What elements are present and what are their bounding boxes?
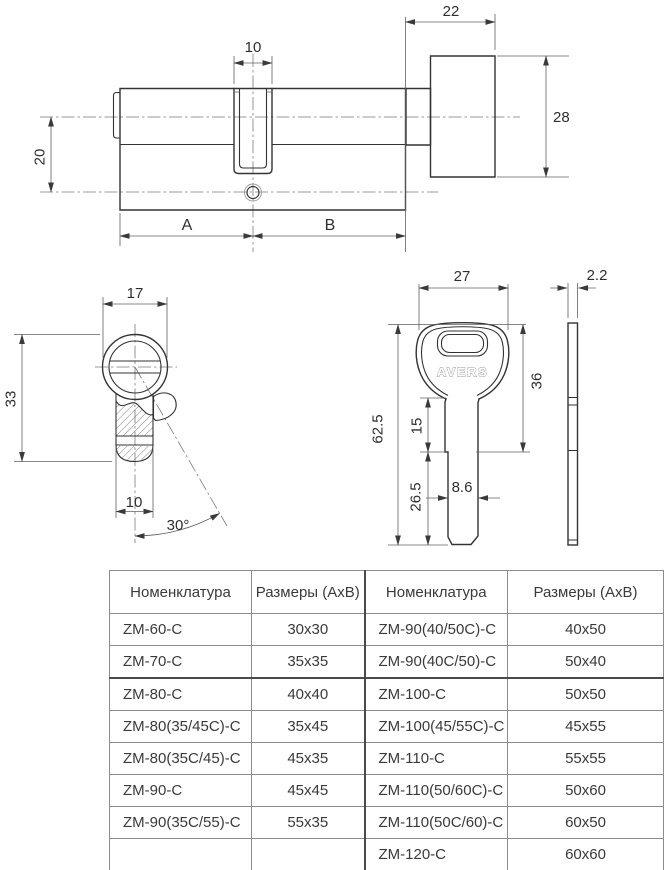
key-side-view [568,323,578,545]
key-bow-hole-inner [442,335,484,353]
table-row [110,743,664,775]
size-cell: 60x50 [508,807,664,839]
key-drawing [370,267,608,545]
dim-front-width: 17 [126,285,144,302]
nomenclature-cell: ZM-120-C [365,839,508,870]
dim-22t-ext [568,283,578,318]
nomenclature-cell: ZM-90(40C/50)-C [365,646,508,679]
size-cell: 35x45 [252,711,365,743]
header-sizes-right: Размеры (АхВ) [508,571,664,614]
dim-cam-width: 10 [244,39,262,56]
header-nomenclature-right: Номенклатура [365,571,508,614]
dim-head-width: 27 [453,268,471,285]
table-row [110,614,664,646]
dim-head-length: 36 [528,372,546,390]
size-cell: 50x40 [508,646,664,679]
nomenclature-cell: ZM-90(35C/55)-C [110,807,252,839]
size-cell: 55x55 [508,743,664,775]
size-cell: 40x40 [252,678,365,711]
nomenclature-cell: ZM-80-C [110,678,252,711]
dim-axis-offset: 20 [31,148,49,166]
size-cell: 55x35 [252,807,365,839]
nomenclature-cell: ZM-110-C [365,743,508,775]
nomenclature-cell: ZM-110(50/60C)-C [365,775,508,807]
table-row [110,678,664,711]
dim-front-body-width: 10 [125,494,143,511]
nomenclature-cell: ZM-80(35/45C)-C [110,711,252,743]
key-head-inner [422,327,504,396]
size-cell: 45x55 [508,711,664,743]
size-cell: 50x50 [508,678,664,711]
size-cell: 45x45 [252,775,365,807]
size-cell: 30x30 [252,614,365,646]
dim-label-b: B [324,217,336,234]
dim-33-ext [14,335,112,462]
thumbturn-knob [431,56,496,177]
dim-front-height: 33 [2,390,20,408]
dim-22-ext [406,14,496,252]
size-table-body [110,614,664,870]
dim-cam-angle: 30° [166,517,190,534]
size-cell [252,839,365,870]
dim-thickness: 2.2 [586,267,608,284]
size-table [109,570,664,870]
header-nomenclature-left: Номенклатура [110,571,252,614]
size-cell: 35x35 [252,646,365,679]
cylinder-side-view [32,3,570,252]
nomenclature-cell: ZM-70-C [110,646,252,679]
key-blade [445,399,479,545]
cylinder-front-view [3,285,228,543]
dim-shoulder-length: 15 [408,417,426,435]
size-cell: 60x60 [508,839,664,870]
dim-total-length: 62.5 [369,414,387,444]
table-row [110,646,664,679]
nomenclature-cell [110,839,252,870]
nomenclature-cell: ZM-80(35C/45)-C [110,743,252,775]
plug-collar [114,93,121,139]
nomenclature-cell: ZM-90(40/50C)-C [365,614,508,646]
table-row [110,807,664,839]
key-side-grooves [568,398,578,541]
cam-lobe [154,393,177,421]
table-row [110,711,664,743]
header-sizes-left: Размеры (АхВ) [252,571,365,614]
size-cell: 40x50 [508,614,664,646]
table-header-row [110,571,664,614]
dim-knob-height: 28 [553,109,570,126]
dim-blade-length: 26.5 [407,482,425,512]
size-cell: 50x60 [508,775,664,807]
nomenclature-cell: ZM-110(50C/60)-C [365,807,508,839]
size-cell: 45x35 [252,743,365,775]
key-brand-logo: AVERS [436,364,489,380]
nomenclature-cell: ZM-60-C [110,614,252,646]
table-row [110,839,664,870]
dim-label-a: A [181,217,193,234]
dim-blade-width: 8.6 [451,479,473,496]
table-row [110,775,664,807]
nomenclature-cell: ZM-100(45/55C)-C [365,711,508,743]
section-hatch-upper [116,401,153,436]
nomenclature-cell: ZM-90-C [110,775,252,807]
nomenclature-cell: ZM-100-C [365,678,508,711]
dim-knob-width: 22 [442,3,460,20]
